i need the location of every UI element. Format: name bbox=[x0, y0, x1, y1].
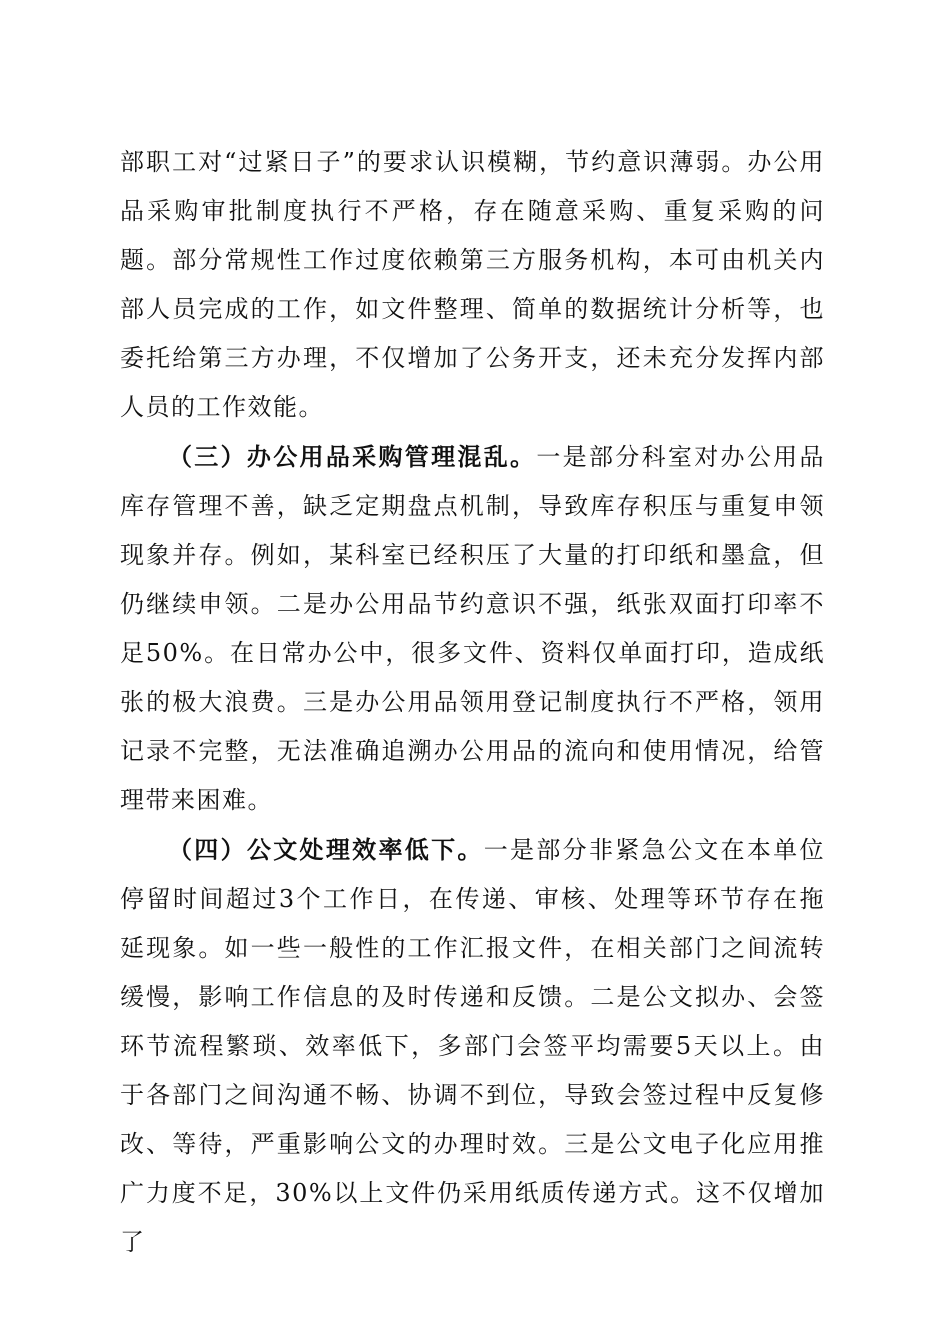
paragraph-continuation bbox=[120, 138, 825, 432]
section-heading-three: （三）办公用品采购管理混乱。 bbox=[168, 442, 537, 471]
document-body bbox=[120, 138, 825, 1267]
paragraph-document-processing bbox=[120, 825, 825, 1267]
paragraph-text: 一是部分科室对办公用品库存管理不善，缺乏定期盘点机制，导致库存积压与重复申领现象并存。例如，某科室已经积压了大量的打印纸和墨盒，但仍继续申领。二是办公用品节约意识不强，纸张双面打印率不足50%。在日常办公中，很多文件、资料仅单面打印，造成纸张的极大浪费。三是办公用品领用登记制度执行不严格，领用记录不完整，无法准确追溯办公用品的流向和使用情况，给管理带来困难。 bbox=[120, 443, 825, 814]
section-heading-four: （四）公文处理效率低下。 bbox=[168, 835, 484, 864]
paragraph-text: 部职工对“过紧日子”的要求认识模糊，节约意识薄弱。办公用品采购审批制度执行不严格，存在随意采购、重复采购的问题。部分常规性工作过度依赖第三方服务机构，本可由机关内部人员完成的工作，如文件整理、简单的数据统计分析等，也委托给第三方办理，不仅增加了公务开支，还未充分发挥内部人员的工作效能。 bbox=[120, 148, 825, 421]
paragraph-office-supplies bbox=[120, 432, 825, 825]
paragraph-text: 一是部分非紧急公文在本单位停留时间超过3个工作日，在传递、审核、处理等环节存在拖延现象。如一些一般性的工作汇报文件，在相关部门之间流转缓慢，影响工作信息的及时传递和反馈。二是公文拟办、会签环节流程繁琐、效率低下，多部门会签平均需要5天以上。由于各部门之间沟通不畅、协调不到位，导致会签过程中反复修改、等待，严重影响公文的办理时效。三是公文电子化应用推广力度不足，30%以上文件仍采用纸质传递方式。这不仅增加了 bbox=[120, 836, 825, 1256]
